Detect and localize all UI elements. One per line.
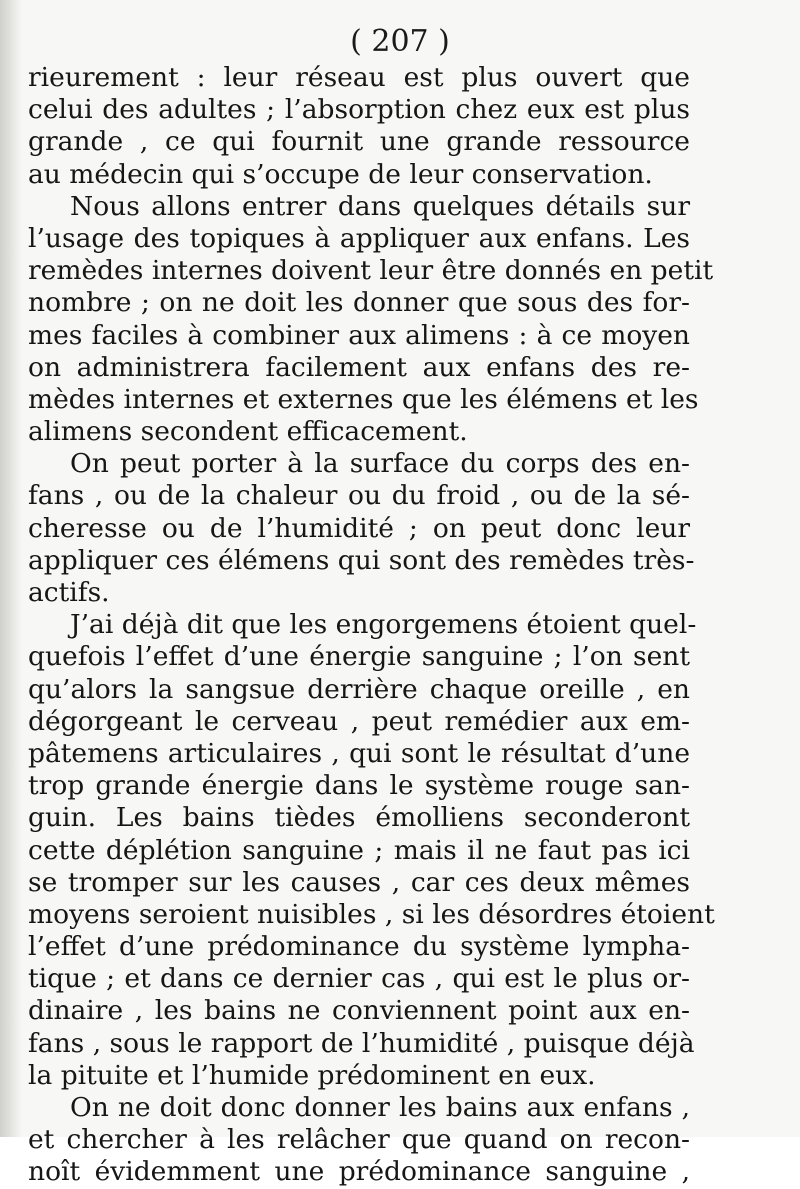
text-line: dégorgeant le cerveau , peut remédier aux em- xyxy=(28,705,690,737)
text-line: On ne doit donc donner les bains aux enfans , xyxy=(70,1092,690,1123)
text-line: moyens seroient nuisibles , si les désordres étoient xyxy=(28,898,715,930)
text-line: J’ai déjà dit que les engorgemens étoient quel- xyxy=(70,609,697,641)
text-line: trop grande énergie dans le système rouge san- xyxy=(28,770,690,802)
text-line: dinaire , les bains ne conviennent point aux en- xyxy=(28,995,690,1027)
text-line: guin. Les bains tièdes émolliens seconderont xyxy=(28,802,690,834)
text-line: se tromper sur les causes , car ces deux mêmes xyxy=(28,866,690,898)
text-line: Nous allons entrer dans quelques détails sur xyxy=(70,190,690,222)
text-line: mèdes internes et externes que les élémens et les xyxy=(28,383,699,415)
page-number: ( 207 ) xyxy=(350,24,450,59)
text-line: cette déplétion sanguine ; mais il ne faut pas ici xyxy=(28,834,690,866)
text-line: grande , ce qui fournit une grande ressource xyxy=(28,126,690,158)
text-line: quefois l’effet d’une énergie sanguine ; l’on sent xyxy=(28,641,690,673)
text-line: appliquer ces élémens qui sont des remèdes très- xyxy=(28,544,695,576)
paragraph xyxy=(28,62,690,191)
text-line: mes faciles à combiner aux alimens : à ce moyen xyxy=(28,319,690,351)
text-line: tique ; et dans ce dernier cas , qui est le plus or- xyxy=(28,963,690,995)
text-line: on administrera facilement aux enfans des re- xyxy=(28,351,690,383)
text-line: fans , ou de la chaleur ou du froid , ou de la sé- xyxy=(28,480,690,512)
text-line: l’usage des topiques à appliquer aux enfans. Les xyxy=(28,222,690,254)
page-gutter-shadow xyxy=(0,0,22,1137)
text-line: remèdes internes doivent leur être donnés en petit xyxy=(28,255,714,287)
text-line: On peut porter à la surface du corps des en- xyxy=(70,448,690,480)
text-line: actifs. xyxy=(28,577,110,608)
paragraph xyxy=(28,448,695,609)
text-line: et chercher à les relâcher que quand on recon- xyxy=(28,1124,690,1156)
text-line: qu’alors la sangsue derrière chaque oreille , en xyxy=(28,673,690,705)
text-line: alimens secondent efficacement. xyxy=(28,416,468,448)
body-text xyxy=(28,62,715,1189)
text-line: la pituite et l’humide prédominent en eux. xyxy=(28,1059,596,1091)
text-line: rieurement : leur réseau est plus ouvert que xyxy=(28,62,690,93)
text-line: pâtemens articulaires , qui sont le résultat d’une xyxy=(28,737,690,769)
text-line: nombre ; on ne doit les donner que sous des for- xyxy=(28,287,690,319)
paragraph xyxy=(28,190,714,449)
text-line: au médecin qui s’occupe de leur conservation. xyxy=(28,158,653,190)
text-line: l’effet d’une prédominance du système lympha- xyxy=(28,931,690,963)
text-line: fans , sous le rapport de l’humidité , puisque déjà xyxy=(28,1027,695,1059)
paragraph xyxy=(28,609,715,1092)
text-line: celui des adultes ; l’absorption chez eux est plus xyxy=(28,94,690,126)
text-line: noît évidemment une prédominance sanguine , xyxy=(28,1156,690,1188)
paragraph xyxy=(28,1092,690,1189)
text-line: cheresse ou de l’humidité ; on peut donc leur xyxy=(28,512,690,544)
